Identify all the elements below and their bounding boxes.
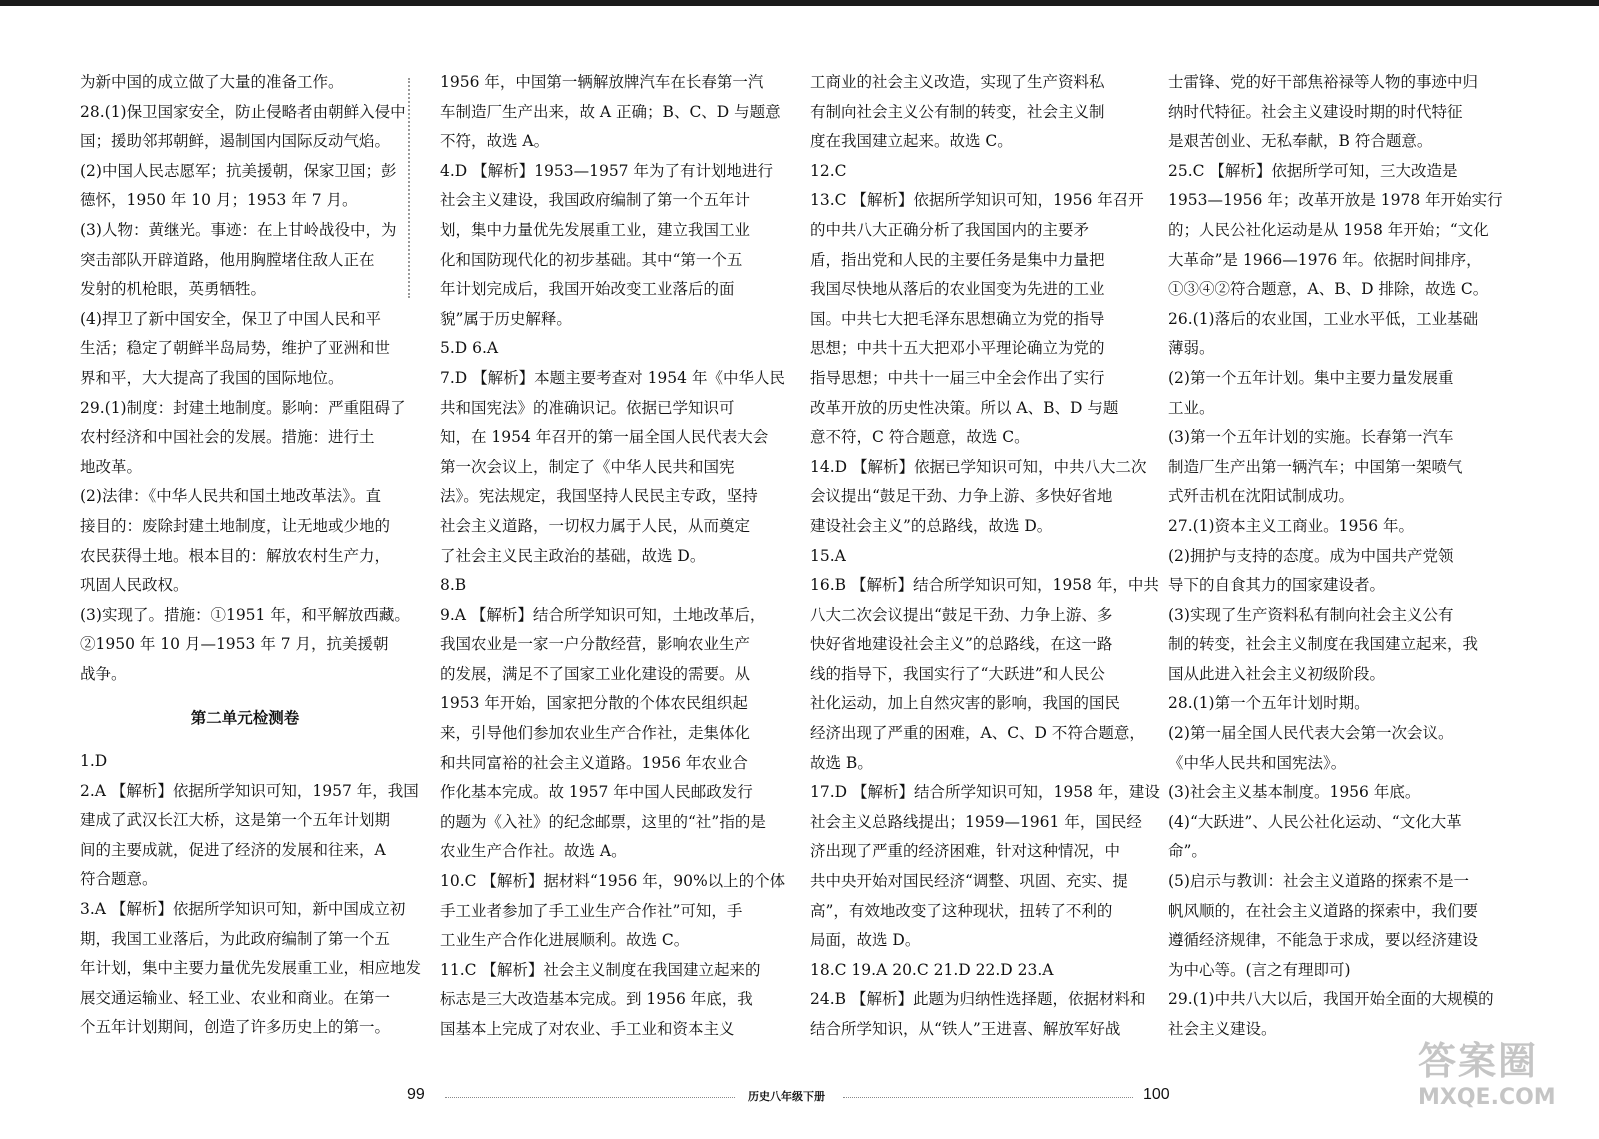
- text-line: 制的转变，社会主义制度在我国建立起来，我: [1168, 635, 1479, 654]
- text-line: 5.D 6.A: [440, 339, 499, 358]
- text-line: 八大二次会议提出“鼓足干劲、力争上游、多: [810, 605, 1113, 624]
- text-line: (3)实现了生产资料私有制向社会主义公有: [1168, 605, 1454, 624]
- text-line: 高”，有效地改变了这种现状，扭转了不利的: [810, 901, 1113, 920]
- text-line: (4)捍卫了新中国安全，保卫了中国人民和平: [80, 309, 381, 328]
- col4-lines: [1168, 68, 1508, 1045]
- text-line: 薄弱。: [1168, 339, 1215, 358]
- text-line: 1953 年开始，国家把分散的个体农民组织起: [440, 694, 748, 713]
- col3-lines: [810, 68, 1160, 1045]
- text-line: 社会主义建设，我国政府编制了第一个五年计: [440, 191, 751, 210]
- text-line: 发射的机枪眼，英勇牺牲。: [80, 280, 267, 299]
- text-line: 貌”属于历史解释。: [440, 309, 572, 328]
- text-line: 25.C 【解析】依据所学可知，三大改造是: [1168, 161, 1458, 180]
- text-line: 29.(1)制度：封建土地制度。影响：严重阻碍了: [80, 398, 406, 417]
- text-line: 士雷锋、党的好干部焦裕禄等人物的事迹中归: [1168, 73, 1479, 91]
- text-line: 线的指导下，我国实行了“大跃进”和人民公: [810, 664, 1105, 683]
- text-line: 1.D: [80, 752, 108, 771]
- text-line: 1953—1956 年；改革开放是 1978 年开始实行: [1168, 191, 1503, 210]
- text-line: 13.C 【解析】依据所学知识可知，1956 年召开: [810, 191, 1144, 210]
- text-line: 27.(1)资本主义工商业。1956 年。: [1168, 516, 1414, 535]
- text-line: (2)拥护与支持的态度。成为中国共产党领: [1168, 546, 1454, 565]
- text-line: 期，我国工业落后，为此政府编制了第一个五: [80, 929, 391, 948]
- text-line: 接目的：废除封建土地制度，让无地或少地的: [80, 516, 391, 535]
- text-line: 展交通运输业、轻工业、农业和商业。在第一: [80, 988, 391, 1007]
- text-line: 故选 B。: [810, 753, 873, 772]
- col1b-lines: [80, 747, 422, 1043]
- text-line: 化和国防现代化的初步基础。其中“第一个五: [440, 250, 743, 269]
- text-line: 间的主要成就，促进了经济的发展和往来，A: [80, 840, 386, 859]
- footer-dots-right: [843, 1097, 1133, 1098]
- text-line: 局面，故选 D。: [810, 931, 921, 950]
- text-line: 年计划，集中主要力量优先发展重工业，相应地发: [80, 959, 422, 978]
- text-line: 的；人民公社化运动是从 1958 年开始；“文化: [1168, 220, 1489, 239]
- text-line: 社会主义建设。: [1168, 1020, 1277, 1038]
- text-line: (3)社会主义基本制度。1956 年底。: [1168, 783, 1421, 802]
- section-title: 第二单元检测卷: [190, 708, 300, 728]
- text-line: 会议提出“鼓足干劲、力争上游、多快好省地: [810, 487, 1113, 506]
- text-line: 知，在 1954 年召开的第一届全国人民代表大会: [440, 428, 769, 447]
- text-line: 巩固人民政权。: [80, 576, 189, 595]
- text-line: (4)“大跃进”、人民公社化运动、“文化大革: [1168, 812, 1462, 831]
- text-line: 共和国宪法》的准确识记。依据已学知识可: [440, 398, 735, 417]
- text-line: 度在我国建立起来。故选 C。: [810, 132, 1013, 151]
- page-footer: [0, 1086, 1599, 1116]
- text-line: 盾，指出党和人民的主要任务是集中力量把: [810, 250, 1105, 269]
- column-4: [1168, 68, 1508, 1045]
- text-line: 我国尽快地从落后的农业国变为先进的工业: [810, 280, 1105, 299]
- text-line: 有制向社会主义公有制的转变，社会主义制: [810, 102, 1105, 121]
- text-line: 来，引导他们参加农业生产合作社，走集体化: [440, 724, 751, 743]
- text-line: 作化基本完成。故 1957 年中国人民邮政发行: [440, 783, 753, 802]
- text-line: (2)第一个五年计划。集中主要力量发展重: [1168, 368, 1454, 387]
- text-line: 4.D 【解析】1953—1957 年为了有计划地进行: [440, 161, 773, 180]
- text-line: (3)第一个五年计划的实施。长春第一汽车: [1168, 428, 1454, 447]
- text-line: 《中华人民共和国宪法》。: [1168, 753, 1347, 772]
- text-line: 纳时代特征。社会主义建设时期的时代特征: [1168, 102, 1463, 121]
- text-line: 了社会主义民主政治的基础，故选 D。: [440, 546, 706, 565]
- page-number-left: 99: [407, 1086, 425, 1103]
- text-line: 24.B 【解析】此题为归纳性选择题，依据材料和: [810, 990, 1146, 1009]
- watermark: [1418, 1030, 1568, 1130]
- text-line: 农业生产合作社。故选 A。: [440, 842, 627, 861]
- text-line: 工商业的社会主义改造，实现了生产资料私: [810, 73, 1105, 91]
- text-line: 16.B 【解析】结合所学知识可知，1958 年，中共: [810, 576, 1159, 595]
- text-line: 的题为《入社》的纪念邮票，这里的“社”指的是: [440, 812, 766, 831]
- text-line: 28.(1)第一个五年计划时期。: [1168, 694, 1370, 713]
- text-line: 26.(1)落后的农业国，工业水平低，工业基础: [1168, 309, 1479, 328]
- text-line: 车制造厂生产出来，故 A 正确；B、C、D 与题意: [440, 102, 781, 121]
- text-line: 手工业者参加了手工业生产合作社”可知，手: [440, 901, 743, 920]
- text-line: 国；援助邻邦朝鲜，遏制国内国际反动气焰。: [80, 132, 391, 151]
- text-line: 建成了武汉长江大桥，这是第一个五年计划期: [80, 811, 391, 830]
- text-line: 遵循经济规律，不能急于求成，要以经济建设: [1168, 931, 1479, 950]
- text-line: 2.A 【解析】依据所学知识可知，1957 年，我国: [80, 781, 419, 800]
- text-line: 符合题意。: [80, 870, 158, 889]
- text-line: 我国农业是一家一户分散经营，影响农业生产: [440, 635, 751, 654]
- text-line: 14.D 【解析】依据已学知识可知，中共八大二次: [810, 457, 1147, 476]
- text-line: 农民获得土地。根本目的：解放农村生产力，: [80, 546, 391, 565]
- col2-lines: [440, 68, 786, 1045]
- text-line: 国从此进入社会主义初级阶段。: [1168, 664, 1386, 683]
- text-line: 个五年计划期间，创造了许多历史上的第一。: [80, 1018, 391, 1037]
- text-line: ①③④②符合题意，A、B、D 排除，故选 C。: [1168, 280, 1489, 299]
- text-line: (3)实现了。措施：①1951 年，和平解放西藏。: [80, 605, 410, 624]
- text-line: 15.A: [810, 546, 846, 565]
- text-line: ②1950 年 10 月—1953 年 7 月，抗美援朝: [80, 635, 389, 654]
- text-line: 划，集中力量优先发展重工业，建立我国工业: [440, 220, 751, 239]
- text-line: 经济出现了严重的困难，A、C、D 不符合题意，: [810, 724, 1145, 743]
- column-3: [810, 68, 1160, 1045]
- text-line: 帆风顺的，在社会主义道路的探索中，我们要: [1168, 901, 1479, 920]
- text-line: 建设社会主义”的总路线，故选 D。: [810, 516, 1053, 535]
- text-line: 法》。宪法规定，我国坚持人民民主专政，坚持: [440, 487, 758, 506]
- text-line: 结合所学知识，从“铁人”王进喜、解放军好战: [810, 1020, 1121, 1038]
- page-number-right: 100: [1143, 1086, 1170, 1103]
- text-line: 界和平，大大提高了我国的国际地位。: [80, 368, 344, 387]
- text-line: 12.C: [810, 161, 847, 180]
- text-line: 3.A 【解析】依据所学知识可知，新中国成立初: [80, 900, 406, 919]
- text-line: 第一次会议上，制定了《中华人民共和国宪: [440, 457, 735, 476]
- text-line: 社会主义总路线提出；1959—1961 年，国民经: [810, 812, 1142, 831]
- text-line: 思想；中共十五大把邓小平理论确立为党的: [810, 339, 1105, 358]
- text-line: 7.D 【解析】本题主要考查对 1954 年《中华人民: [440, 368, 785, 387]
- text-line: 10.C 【解析】据材料“1956 年，90%以上的个体: [440, 872, 786, 891]
- column-1: [80, 68, 422, 1043]
- text-line: (2)第一届全国人民代表大会第一次会议。: [1168, 724, 1454, 743]
- text-line: (2)中国人民志愿军；抗美援朝，保家卫国；彭: [80, 161, 397, 180]
- text-line: 29.(1)中共八大以后，我国开始全面的大规模的: [1168, 990, 1494, 1009]
- text-line: 28.(1)保卫国家安全，防止侵略者由朝鲜入侵中: [80, 102, 406, 121]
- watermark-logo: 答案圈: [1418, 1039, 1539, 1083]
- text-line: 11.C 【解析】社会主义制度在我国建立起来的: [440, 960, 761, 979]
- text-line: 工业。: [1168, 398, 1215, 417]
- text-line: 指导思想；中共十一届三中全会作出了实行: [810, 368, 1105, 387]
- text-line: 17.D 【解析】结合所学知识可知，1958 年，建设: [810, 783, 1160, 802]
- text-line: 改革开放的历史性决策。所以 A、B、D 与题: [810, 398, 1119, 417]
- text-line: 和共同富裕的社会主义道路。1956 年农业合: [440, 753, 748, 772]
- text-line: 1956 年，中国第一辆解放牌汽车在长春第一汽: [440, 73, 764, 91]
- text-line: 快好省地建设社会主义”的总路线，在这一路: [810, 635, 1113, 654]
- footer-dots-left: [445, 1097, 735, 1098]
- column-2: [440, 68, 786, 1045]
- text-line: 9.A 【解析】结合所学知识可知，土地改革后，: [440, 605, 766, 624]
- text-line: 8.B: [440, 576, 467, 595]
- text-line: 为新中国的成立做了大量的准备工作。: [80, 73, 344, 91]
- text-line: 国。中共七大把毛泽东思想确立为党的指导: [810, 309, 1105, 328]
- text-line: 为中心等。(言之有理即可): [1168, 960, 1351, 979]
- text-line: 共中央开始对国民经济“调整、巩固、充实、提: [810, 872, 1128, 891]
- footer-title: 历史八年级下册: [748, 1091, 825, 1103]
- text-line: 意不符，C 符合题意，故选 C。: [810, 428, 1030, 447]
- text-line: 18.C 19.A 20.C 21.D 22.D 23.A: [810, 960, 1054, 979]
- text-line: 式歼击机在沈阳试制成功。: [1168, 487, 1355, 506]
- text-line: 国基本上完成了对农业、手工业和资本主义: [440, 1020, 735, 1038]
- text-line: 地改革。: [80, 457, 143, 476]
- text-line: 社化运动，加上自然灾害的影响，我国的国民: [810, 694, 1121, 713]
- text-line: 社会主义道路，一切权力属于人民，从而奠定: [440, 516, 751, 535]
- text-line: (2)法律：《中华人民共和国土地改革法》。直: [80, 487, 381, 506]
- top-border: [0, 0, 1599, 6]
- text-line: 工业生产合作化进展顺利。故选 C。: [440, 931, 690, 950]
- text-line: 不符，故选 A。: [440, 132, 550, 151]
- text-line: 标志是三大改造基本完成。到 1956 年底，我: [440, 990, 753, 1009]
- text-line: (3)人物：黄继光。事迹：在上甘岭战役中，为: [80, 220, 397, 239]
- text-line: 德怀，1950 年 10 月；1953 年 7 月。: [80, 191, 358, 210]
- text-line: 大革命”是 1966—1976 年。依据时间排序，: [1168, 250, 1482, 269]
- text-line: 战争。: [80, 664, 127, 683]
- text-line: 济出现了严重的经济困难，针对这种情况，中: [810, 842, 1121, 861]
- text-line: 制造厂生产出第一辆汽车；中国第一架喷气: [1168, 457, 1463, 476]
- column-divider: [408, 78, 410, 298]
- watermark-url: MXQE.COM: [1418, 1085, 1556, 1110]
- text-line: 是艰苦创业、无私奉献，B 符合题意。: [1168, 132, 1433, 151]
- text-line: 突击部队开辟道路，他用胸膛堵住敌人正在: [80, 250, 375, 269]
- text-line: 年计划完成后，我国开始改变工业落后的面: [440, 280, 735, 299]
- text-line: (5)启示与教训：社会主义道路的探索不是一: [1168, 872, 1469, 891]
- text-line: 导下的自食其力的国家建设者。: [1168, 576, 1386, 595]
- col1-lines: [80, 68, 410, 689]
- text-line: 的发展，满足不了国家工业化建设的需要。从: [440, 664, 751, 683]
- text-line: 农村经济和中国社会的发展。措施：进行土: [80, 428, 375, 447]
- text-line: 的中共八大正确分析了我国国内的主要矛: [810, 220, 1090, 239]
- text-line: 生活；稳定了朝鲜半岛局势，维护了亚洲和世: [80, 339, 391, 358]
- text-line: 命”。: [1168, 842, 1207, 861]
